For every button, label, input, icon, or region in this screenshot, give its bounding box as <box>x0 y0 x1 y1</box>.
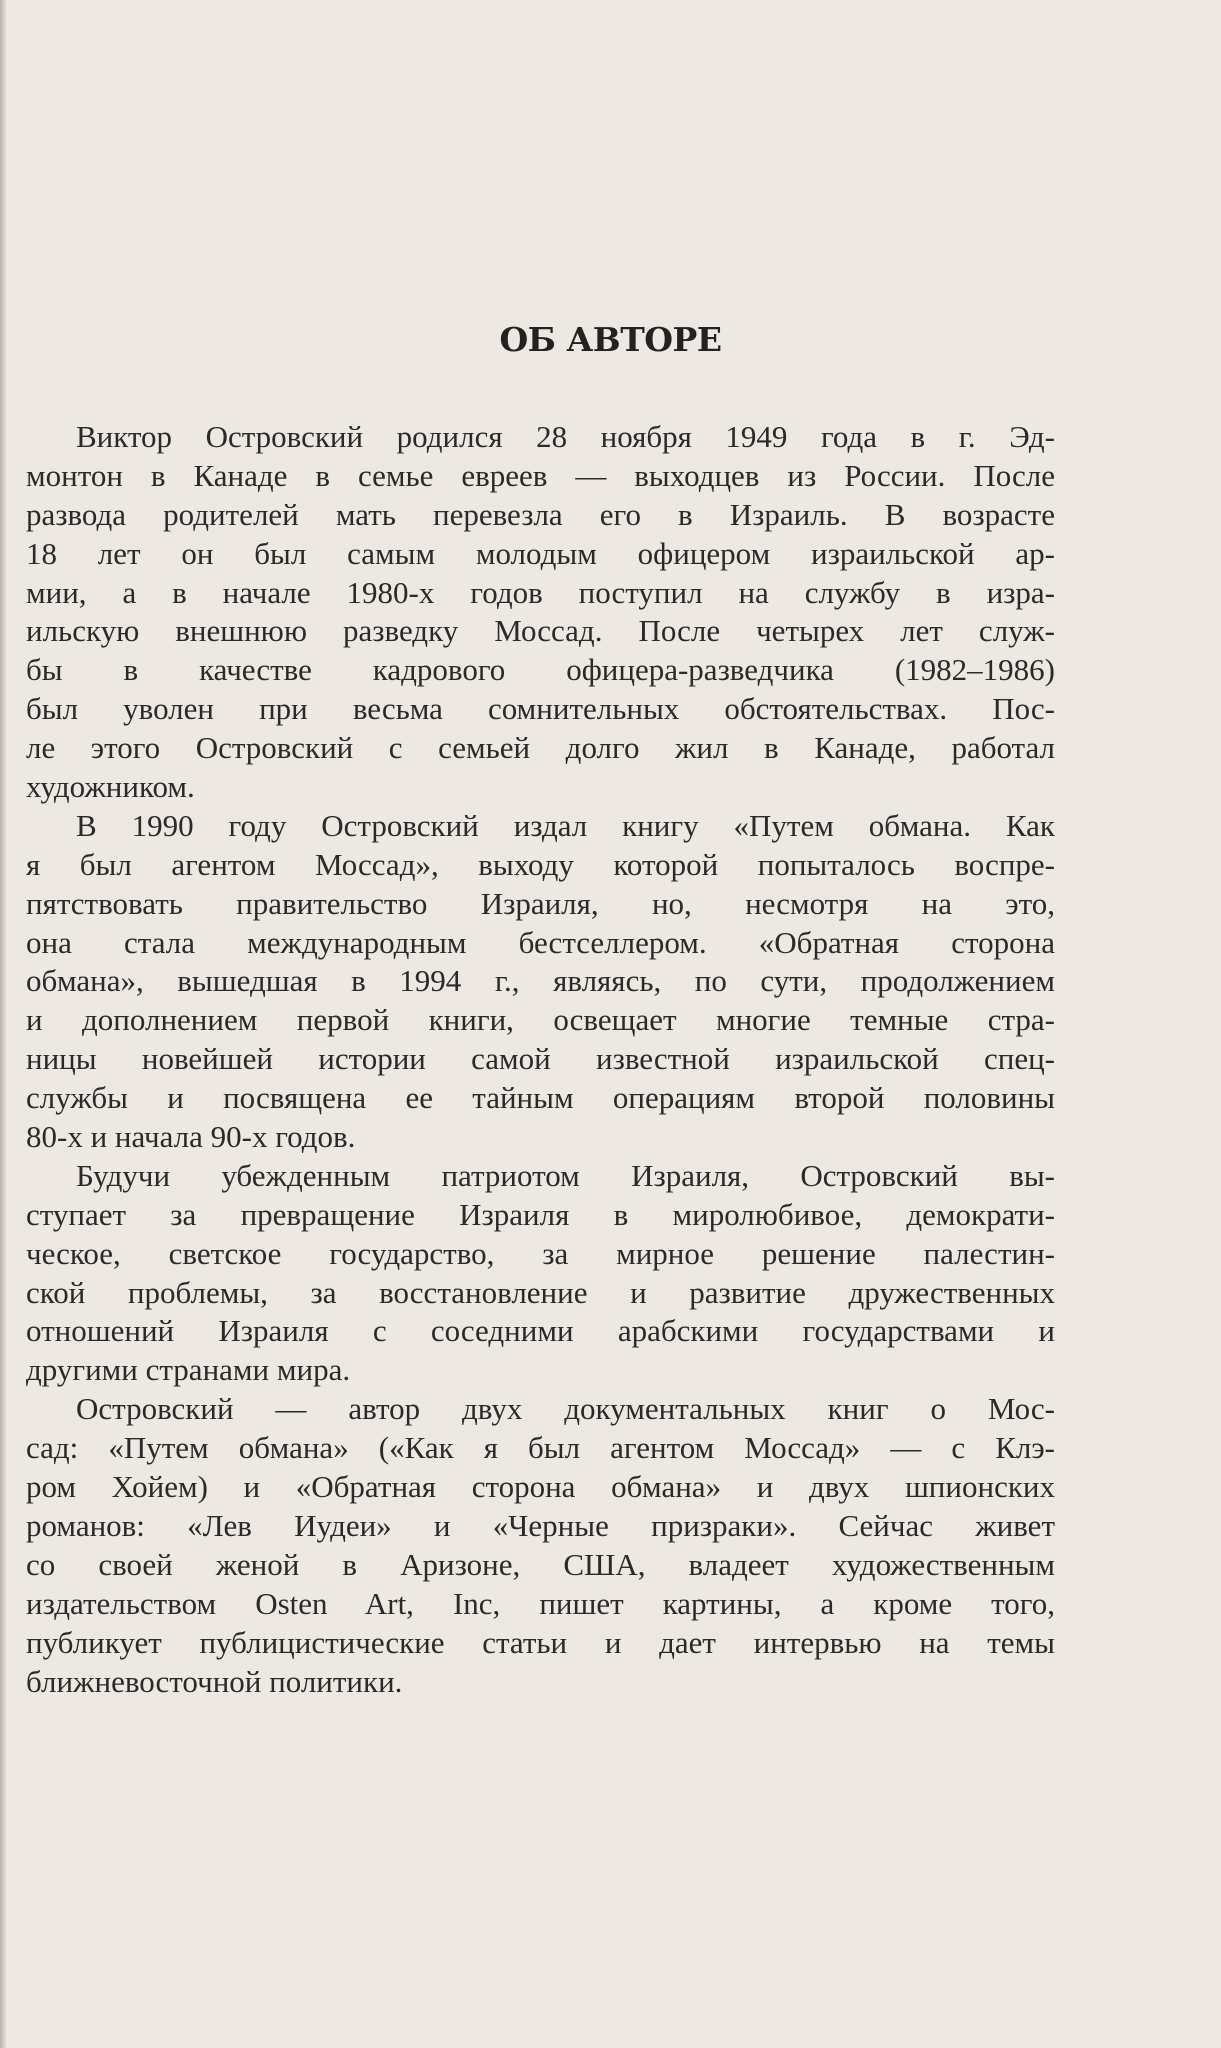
text-line: ближневосточной политики. <box>26 1663 403 1699</box>
text-line: ром Хойем) и «Обратная сторона обмана» и двух шпионских <box>26 1469 1055 1505</box>
text-line: она стала международным бестселлером. «Обратная сторона <box>26 924 1055 960</box>
text-line: и дополнением первой книги, освещает многие темные стра- <box>26 1002 1055 1038</box>
page-spine-edge <box>0 0 6 2048</box>
text-line: ильскую внешнюю разведку Моссад. После четырех лет служ- <box>26 613 1055 649</box>
text-line: издательством Osten Art, Inc, пишет картины, а кроме того, <box>26 1585 1055 1621</box>
paragraph-1 <box>26 418 1055 807</box>
text-line: со своей женой в Аризоне, США, владеет художественным <box>26 1546 1055 1582</box>
text-line: службы и посвящена ее тайным операциям второй половины <box>26 1080 1055 1116</box>
text-line: Виктор Островский родился 28 ноября 1949 года в г. Эд- <box>76 419 1055 454</box>
text-line: был уволен при весьма сомнительных обстоятельствах. Пос- <box>26 691 1055 727</box>
paragraph-2 <box>26 807 1055 1157</box>
text-line: ской проблемы, за восстановление и развитие дружественных <box>26 1274 1055 1310</box>
text-line: обмана», вышедшая в 1994 г., являясь, по сути, продолжением <box>26 963 1055 999</box>
text-line: В 1990 году Островский издал книгу «Путем обмана. Как <box>76 807 1055 843</box>
page-title: ОБ АВТОРЕ <box>499 320 722 359</box>
text-line: ческое, светское государство, за мирное решение палестин- <box>26 1235 1055 1271</box>
text-line: публикует публицистические статьи и дает интервью на темы <box>26 1624 1055 1660</box>
text-line: 18 лет он был самым молодым офицером израильской ар- <box>26 535 1055 571</box>
text-line: мии, а в начале 1980-х годов поступил на службу в изра- <box>26 574 1055 610</box>
text-line: другими странами мира. <box>26 1352 351 1388</box>
text-line: Будучи убежденным патриотом Израиля, Островский вы- <box>76 1157 1055 1193</box>
paragraph-3 <box>26 1157 1055 1390</box>
text-line: отношений Израиля с соседними арабскими государствами и <box>26 1313 1055 1349</box>
text-line: ле этого Островский с семьей долго жил в Канаде, работал <box>26 730 1055 766</box>
text-line: развода родителей мать перевезла его в Израиль. В возрасте <box>26 496 1055 532</box>
paragraph-4 <box>26 1390 1055 1701</box>
text-line: романов: «Лев Иудеи» и «Черные призраки». Сейчас живет <box>26 1507 1055 1543</box>
text-line: монтон в Канаде в семье евреев — выходцев из России. После <box>26 457 1055 493</box>
text-line: Островский — автор двух документальных книг о Мос- <box>76 1391 1055 1427</box>
text-line: бы в качестве кадрового офицера-разведчика (1982–1986) <box>26 652 1055 688</box>
text-line: сад: «Путем обмана» («Как я был агентом Моссад» — с Клэ- <box>26 1430 1055 1466</box>
text-line: ницы новейшей истории самой известной израильской спец- <box>26 1041 1055 1077</box>
text-line: художником. <box>26 769 195 805</box>
text-line: пятствовать правительство Израиля, но, несмотря на это, <box>26 885 1055 921</box>
text-line: ступает за превращение Израиля в миролюбивое, демократи- <box>26 1196 1055 1232</box>
text-line: 80-х и начала 90-х годов. <box>26 1119 356 1155</box>
body-text <box>26 418 1055 1701</box>
text-line: я был агентом Моссад», выходу которой попыталось воспре- <box>26 846 1055 882</box>
